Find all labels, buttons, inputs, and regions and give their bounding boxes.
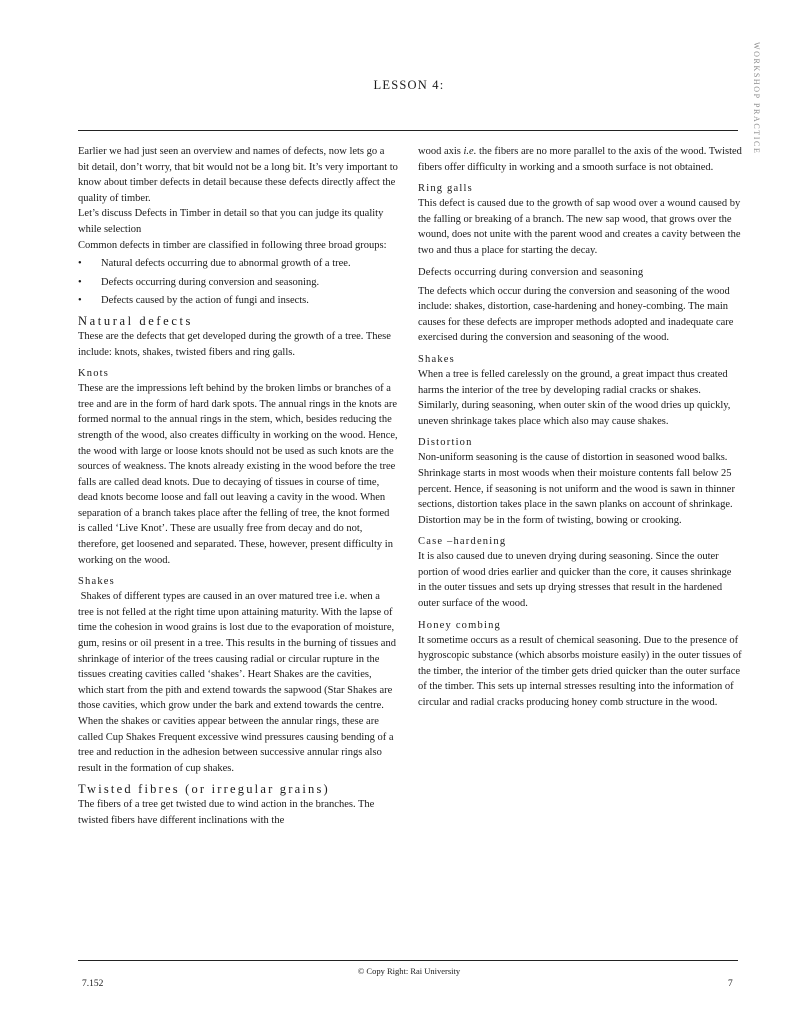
- distortion-text: Non-uniform seasoning is the cause of distortion in seasoned wood balks. Shrinkage starts in most woods when their moisture contents fall below 25 percent. Hence, if seasoning is not uniform and the wood is sawn in thinner sections, distortion takes place in the sawn planks on account of shrinkage. Distortion may be in the form of twisting, bowing or crooking.: [418, 452, 735, 526]
- knots-text: These are the impressions left behind by the broken limbs or branches of a tree and are in the form of hard dark spots. The annual rings in the knots are formed normal to the annual rings in the stem, which, besides reducing the strength of the wood, also creates difficulty in working on the wood. Hence, the wood with large or loose knots should not be used as such knots are the sources of weakness. The knots already existing in the wood before the tree falls are called dead knots. Due to decaying of tissues in course of time, dead knots become loose and fall out leaving a cavity in the wood. When separation of a branch takes place after the felling of tree, the knot formed is called ‘Live Knot’. These are usually free from decay and do not, therefore, get loosened and separated. These, however, present difficulty in working on the wood.: [78, 383, 398, 566]
- knots-heading: Knots: [78, 368, 110, 380]
- natural-defects-heading: Natural defects: [78, 313, 194, 328]
- ring-galls-heading: Ring galls: [418, 183, 473, 195]
- list-item: • Defects caused by the action of fungi and insects.: [78, 293, 398, 309]
- ring-galls-text: This defect is caused due to the growth of sap wood over a wound caused by the falling or breaking of a branch. The new sap wood, that grows over the wound, does not unite with the parent wood and creates a cavity between the two and thus a place for starting the decay.: [418, 198, 741, 256]
- twisted-fibres-continued: [418, 144, 742, 175]
- shakes-text-body: Shakes of different types are caused in an over matured tree i.e. when a tree is not felled at the right time upon attaining maturity. With the lapse of time the cohesion in wood grains is lost due to the evaporation of moisture, gum, resins or oil present in a tree. This results in the burning of tissues and shrinkage of interior of the trees causing radial or circular rupture in the tissues creating cavities called ‘shakes’. Heart Shakes are the cavities, which start from the pith and extend towards the sapwood (Star Shakes are those cavities, which grow under the bark and extend towards the centre. When the shakes or cavities appear between the annular rings, these are called Cup Shakes Frequent excessive wind pressures causing bending of a tree and reduction in the adhesion between successive annular rings also result in the formation of cup shakes.: [78, 591, 396, 774]
- right-column: [418, 144, 742, 711]
- honey-combing-text: It sometime occurs as a result of chemical seasoning. Due to the presence of hygroscopic substance (which absorbs moisture easily) in the outer tissues of the timber, the interior of the timber gets dried quicker than the outer surface of the timber. This sets up internal stresses resulting into the information of circular and radial cracks producing honey comb structure in the wood.: [418, 634, 742, 709]
- page-code: 7.152: [82, 979, 104, 989]
- text-run: the fibers are no more parallel to the axis of the wood. Twisted fibers offer difficulty in working and a smooth surface is not obtained.: [418, 146, 742, 173]
- page-number: 7: [728, 979, 733, 989]
- lesson-title: LESSON 4:: [373, 78, 445, 92]
- text-run: wood axis: [418, 146, 464, 157]
- twisted-fibres-text: The fibers of a tree get twisted due to wind action in the branches. The twisted fibers have different inclinations with the: [78, 799, 375, 826]
- copyright-notice: © Copy Right: Rai University: [357, 966, 461, 976]
- shakes-text-2: When a tree is felled carelessly on the ground, a great impact thus created harms the interior of the tree by developing radial cracks or shakes. Similarly, during seasoning, when outer skin of the wood dries up quickly, uneven shrinkage takes place which also may cause shakes.: [418, 368, 731, 427]
- distortion-heading: Distortion: [418, 437, 473, 449]
- case-hardening-text: It is also caused due to uneven drying during seasoning. Since the outer portion of wood dries earlier and quicker than the core, it causes shrinkage in the outer tissues and sets up drying stresses that result in the hardened outer surface of the wood.: [418, 551, 732, 610]
- top-divider: [78, 130, 738, 131]
- honey-combing-heading: Honey combing: [418, 619, 501, 631]
- case-hardening-heading: Case –hardening: [418, 536, 507, 548]
- side-section-label: WORKSHOP PRACTICE: [752, 42, 761, 155]
- conversion-seasoning-heading: Defects occurring during conversion and seasoning: [418, 266, 644, 278]
- intro-paragraph-2: Let’s discuss Defects in Timber in detail so that you can judge its quality while selection: [78, 208, 384, 235]
- intro-paragraph-3: Common defects in timber are classified in following three broad groups:: [78, 239, 387, 251]
- list-item: • Natural defects occurring due to abnormal growth of a tree.: [78, 256, 398, 272]
- conversion-seasoning-text: The defects which occur during the conversion and seasoning of the wood include: shakes, distortion, case-hardening and honey-combing. The main causes for these defects are improper methods adopted and inadequate care exercised during the conversion and seasoning of the wood.: [418, 285, 734, 344]
- defect-groups-list: [78, 256, 398, 309]
- natural-defects-text: These are the defects that get developed during the growth of a tree. These include: knots, shakes, twisted fibers and ring galls.: [78, 330, 391, 358]
- text-run-italic: i.e.: [463, 146, 477, 157]
- twisted-fibres-heading: Twisted fibres (or irregular grains): [78, 782, 330, 797]
- shakes-text: [78, 589, 398, 776]
- bottom-divider: [78, 960, 738, 961]
- left-column: [78, 144, 398, 829]
- shakes-heading: Shakes: [78, 576, 115, 588]
- shakes-heading-2: Shakes: [418, 353, 455, 365]
- intro-paragraph-1: Earlier we had just seen an overview and names of defects, now lets go a bit detail, don’t worry, that bit would not be a long bit. It’s very important to know about timber defects in detail because these defects directly affect the quality of timber.: [78, 146, 398, 204]
- list-item: • Defects occurring during conversion and seasoning.: [78, 275, 398, 291]
